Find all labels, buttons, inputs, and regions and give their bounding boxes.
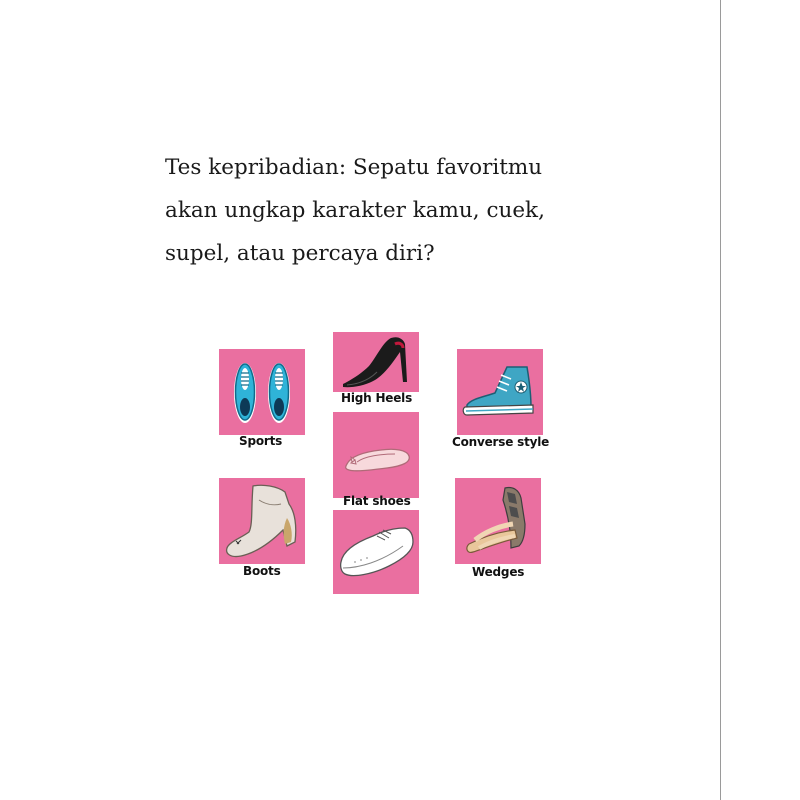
headline-line-2: akan ungkap karakter kamu, cuek, [165, 198, 545, 223]
ankle-boot-icon [219, 478, 305, 564]
headline [165, 146, 635, 275]
wedges-caption: Wedges [472, 565, 525, 579]
boots-caption: Boots [243, 564, 281, 578]
sports-caption: Sports [239, 434, 283, 448]
page-edge-divider [720, 0, 721, 800]
high-heels-tile[interactable] [333, 332, 419, 392]
high-top-sneaker-icon [457, 349, 543, 435]
high-heel-icon [333, 332, 419, 392]
wedge-sandal-icon [455, 478, 541, 564]
sports-tile[interactable] [219, 349, 305, 435]
ballet-flat-icon [333, 412, 419, 498]
converse-caption: Converse style [452, 435, 550, 449]
converse-tile[interactable] [457, 349, 543, 435]
flat-shoes-caption: Flat shoes [343, 494, 411, 508]
high-heels-caption: High Heels [341, 391, 413, 405]
wedges-tile[interactable] [455, 478, 541, 564]
headline-line-1: Tes kepribadian: Sepatu favoritmu [165, 155, 543, 180]
oxford-shoe-tile[interactable] [333, 510, 419, 594]
sneakers-icon [219, 349, 305, 435]
boots-tile[interactable] [219, 478, 305, 564]
oxford-shoe-icon [333, 510, 419, 594]
headline-line-3: supel, atau percaya diri? [165, 241, 435, 266]
flat-shoes-tile[interactable] [333, 412, 419, 498]
